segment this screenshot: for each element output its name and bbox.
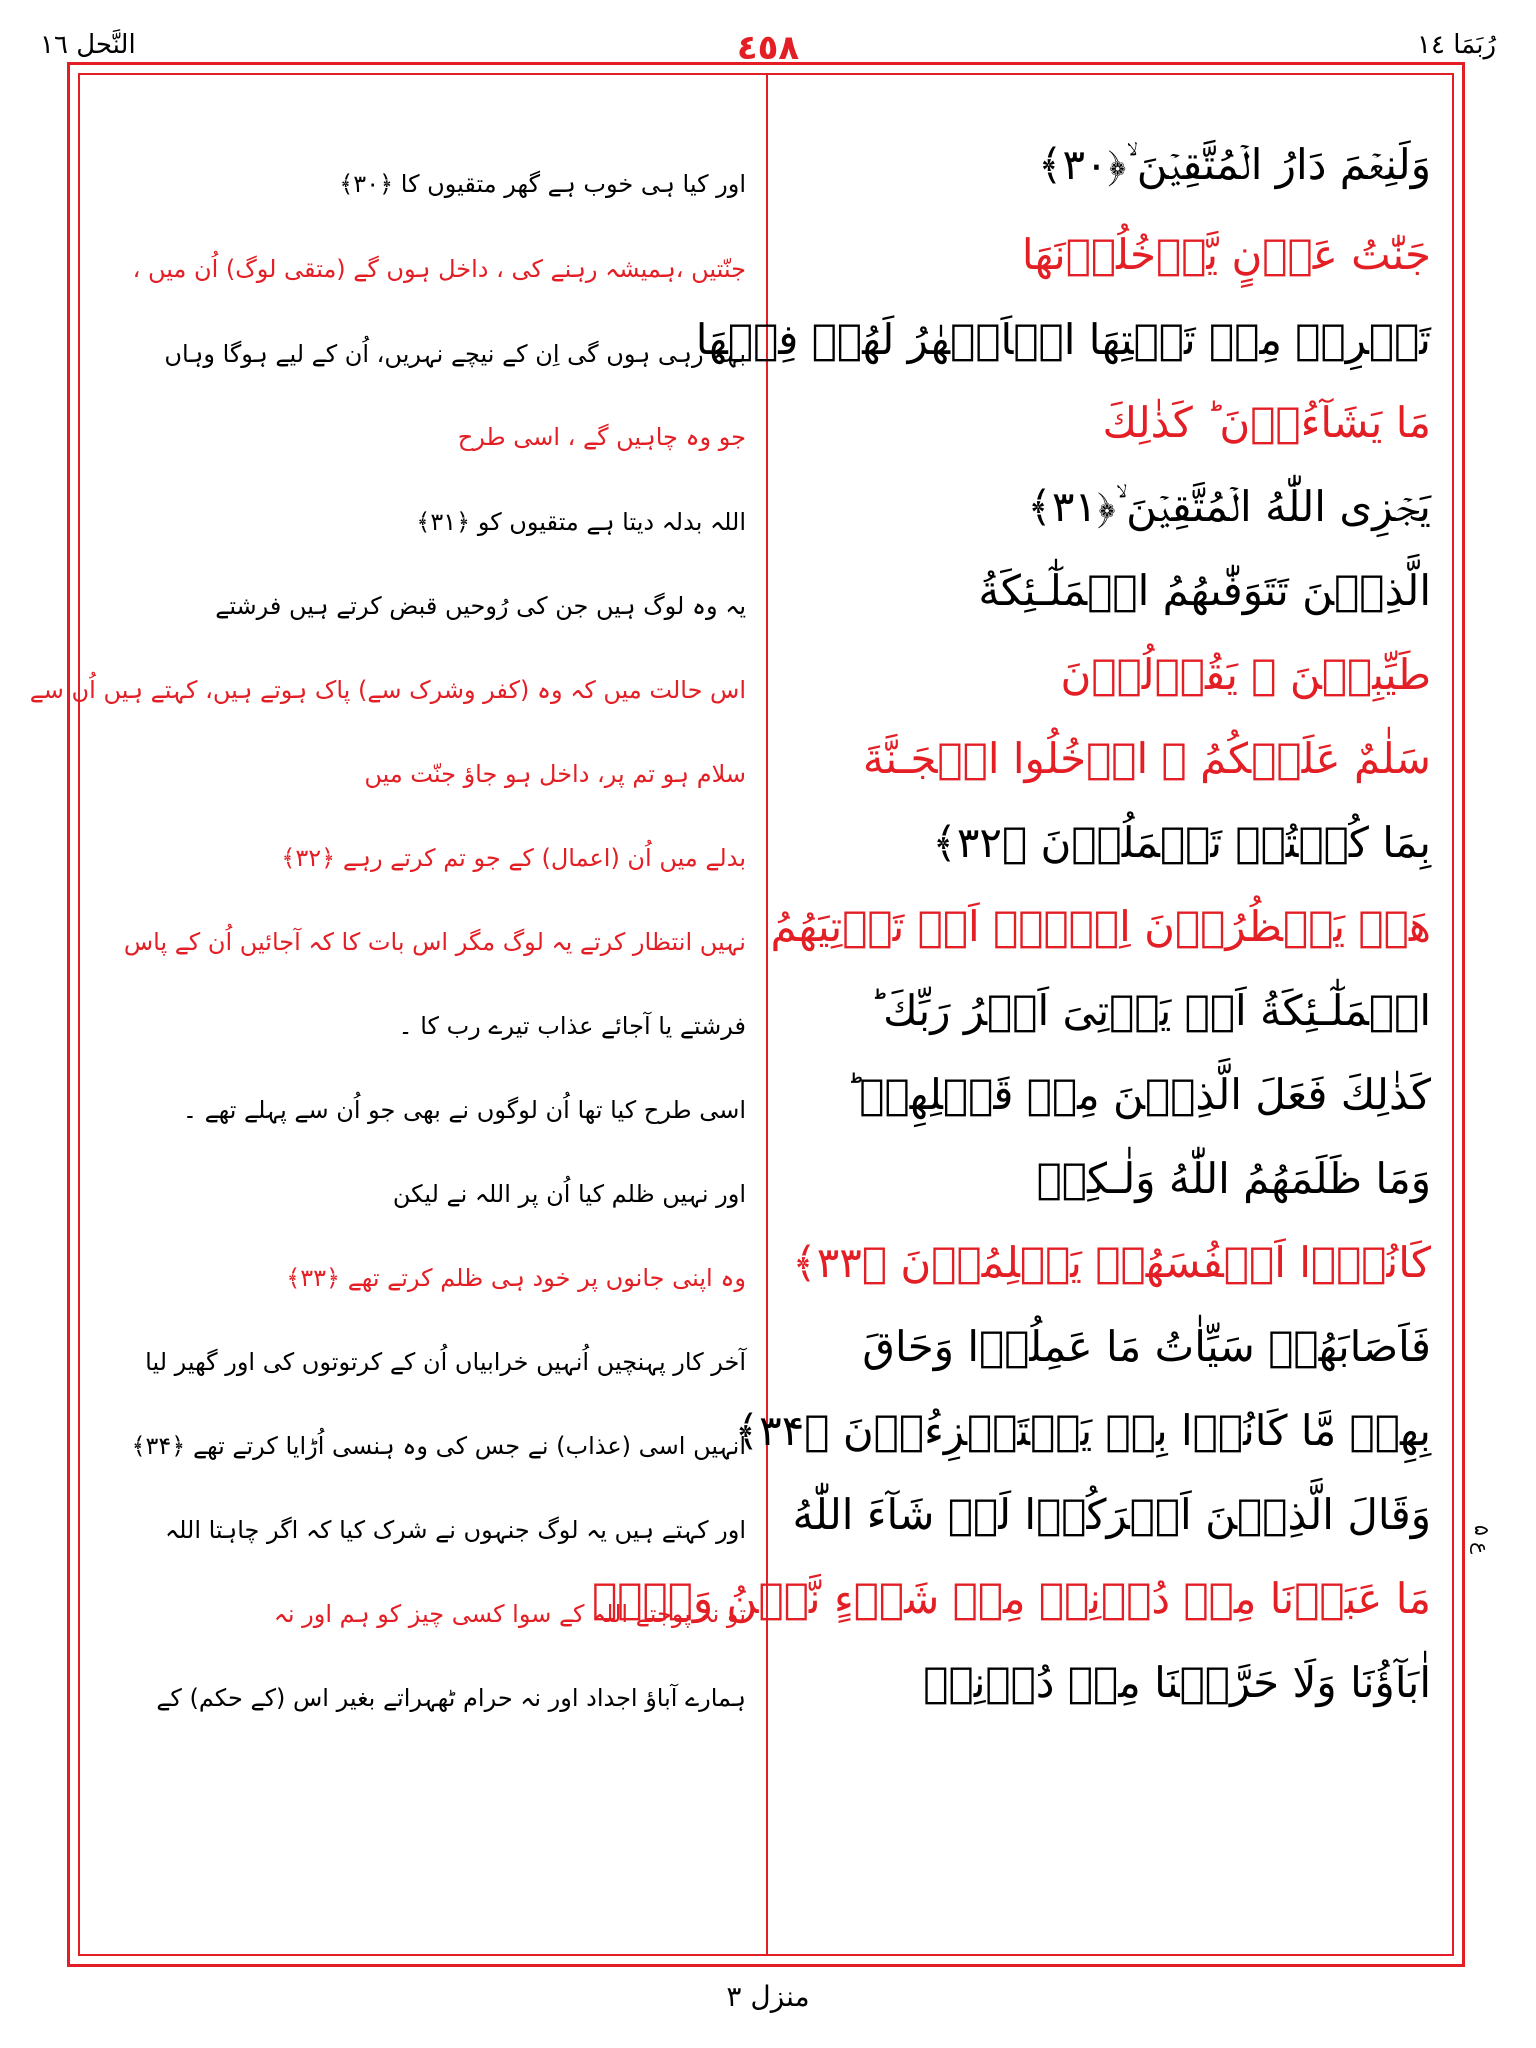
arabic-line: تَجۡرِىۡ مِنۡ تَحۡتِهَا الۡاَنۡهٰرُ لَهُمۡ فِيۡهَا xyxy=(695,315,1431,364)
urdu-line: اور کہتے ہیں یہ لوگ جنہوں نے شرک کیا کہ اگر چاہتا اللہ xyxy=(165,1516,746,1544)
urdu-line: اسی طرح کیا تھا اُن لوگوں نے بھی جو اُن سے پہلے تھے ۔ xyxy=(182,1096,746,1124)
arabic-line: كَانُوۡۤا اَنۡفُسَهُمۡ يَظۡلِمُوۡنَ ﴿۳۳﴾ xyxy=(792,1238,1431,1287)
arabic-line: الۡمَلٰٓـئِكَةُ اَوۡ يَاۡتِىَ اَمۡرُ رَبِّكَ ؕ xyxy=(869,986,1431,1035)
urdu-line: یہ وہ لوگ ہیں جن کی رُوحیں قبض کرتے ہیں فرشتے xyxy=(215,592,746,620)
urdu-line: جنّتیں ،ہمیشہ رہنے کی ، داخل ہوں گے (متقی لوگ) اُن میں ، xyxy=(132,255,746,283)
arabic-line: وَمَا ظَلَمَهُمُ اللّٰهُ وَلٰـكِنۡ xyxy=(1036,1154,1431,1203)
arabic-line: اٰبَآؤُنَا وَلَا حَرَّمۡنَا مِنۡ دُوۡنِهٖ xyxy=(923,1658,1431,1707)
urdu-line: ہمارے آباؤ اجداد اور نہ حرام ٹھہراتے بغیر اس (کے حکم) کے xyxy=(156,1684,746,1712)
urdu-line: تو نہ پوجتے اللہ کے سوا کسی چیز کو ہم اور نہ xyxy=(273,1600,746,1628)
urdu-line: اس حالت میں کہ وہ (کفر وشرک سے) پاک ہوتے ہیں، کہتے ہیں اُن سے xyxy=(29,676,746,704)
arabic-line: مَا عَبَدۡنَا مِنۡ دُوۡنِهٖ مِنۡ شَىۡءٍ نَّحۡنُ وَلَاۤ xyxy=(592,1574,1431,1623)
arabic-line: يَجۡزِى اللّٰهُ الۡمُتَّقِيۡنَ ۙ﴿۳۱﴾ xyxy=(1027,482,1431,531)
arabic-line: مَا يَشَآءُوۡنَ ؕ كَذٰلِكَ xyxy=(1102,398,1431,447)
arabic-line: جَنّٰتُ عَدۡنٍ يَّدۡخُلُوۡنَهَا xyxy=(1021,230,1431,279)
urdu-line: آخر کار پہنچیں اُنہیں خرابیاں اُن کے کرتوتوں کی اور گھیر لیا xyxy=(145,1348,746,1376)
manzil-footer: منزل ۳ xyxy=(726,1980,810,2013)
page-number: ٤٥٨ xyxy=(736,28,800,68)
arabic-line: وَلَنِعۡمَ دَارُ الۡمُتَّقِيۡنَ ۙ﴿۳۰﴾ xyxy=(1037,140,1431,189)
urdu-line: وہ اپنی جانوں پر خود ہی ظلم کرتے تھے ﴿۳۳﴾ xyxy=(286,1264,746,1292)
arabic-line: فَاَصَابَهُمۡ سَيِّاٰتُ مَا عَمِلُوۡا وَحَاقَ xyxy=(862,1322,1431,1371)
urdu-line: فرشتے یا آجائے عذاب تیرے رب کا ۔ xyxy=(398,1012,746,1040)
urdu-line: اللہ بدلہ دیتا ہے متقیوں کو ﴿۳۱﴾ xyxy=(416,508,746,536)
arabic-line: وَقَالَ الَّذِيۡنَ اَشۡرَكُوۡا لَوۡ شَآءَ اللّٰهُ xyxy=(792,1490,1431,1539)
juz-label: رُبَمَا ١٤ xyxy=(1417,30,1496,60)
urdu-line: بدلے میں اُن (اعمال) کے جو تم کرتے رہے ﴿۳۲﴾ xyxy=(281,844,746,872)
surah-label: النَّحل ١٦ xyxy=(40,30,136,60)
urdu-line: اور کیا ہی خوب ہے گھر متقیوں کا ﴿۳۰﴾ xyxy=(339,170,746,198)
urdu-line: جو وہ چاہیں گے ، اسی طرح xyxy=(457,423,746,451)
urdu-line: نہیں انتظار کرتے یہ لوگ مگر اس بات کا کہ آجائیں اُن کے پاس xyxy=(123,928,746,956)
arabic-line: بِهِمۡ مَّا كَانُوۡا بِهٖ يَسۡتَهۡزِءُوۡنَ ﴿۳۴﴾ xyxy=(734,1406,1431,1455)
arabic-line: بِمَا كُنۡتُمۡ تَعۡمَلُوۡنَ ﴿۳۲﴾ xyxy=(932,818,1431,867)
urdu-line: اور نہیں ظلم کیا اُن پر اللہ نے لیکن xyxy=(392,1180,746,1208)
urdu-line: سلام ہو تم پر، داخل ہو جاؤ جنّت میں xyxy=(364,760,746,788)
arabic-line: هَلۡ يَنۡظُرُوۡنَ اِلَّاۤ اَنۡ تَاۡتِيَهُمُ xyxy=(770,902,1431,951)
urdu-line: انہیں اسی (عذاب) نے جس کی وہ ہنسی اُڑایا کرتے تھے ﴿۳۴﴾ xyxy=(131,1432,746,1460)
ruku-margin-mark: ع ۵ xyxy=(1470,1525,1494,1555)
arabic-line: الَّذِيۡنَ تَتَوَفّٰٮهُمُ الۡمَلٰٓـئِكَةُ xyxy=(978,566,1431,615)
arabic-line: طَيِّبِيۡنَ ۙ يَقُوۡلُوۡنَ xyxy=(1060,650,1431,699)
arabic-line: كَذٰلِكَ فَعَلَ الَّذِيۡنَ مِنۡ قَبۡلِهِمۡ ؕ xyxy=(845,1070,1431,1119)
urdu-line: بہہ رہی ہوں گی اِن کے نیچے نہریں، اُن کے لیے ہوگا وہاں xyxy=(164,340,746,368)
arabic-line: سَلٰمٌ عَلَيۡكُمُ ۙ ادۡخُلُوا الۡجَـنَّةَ xyxy=(862,734,1431,783)
